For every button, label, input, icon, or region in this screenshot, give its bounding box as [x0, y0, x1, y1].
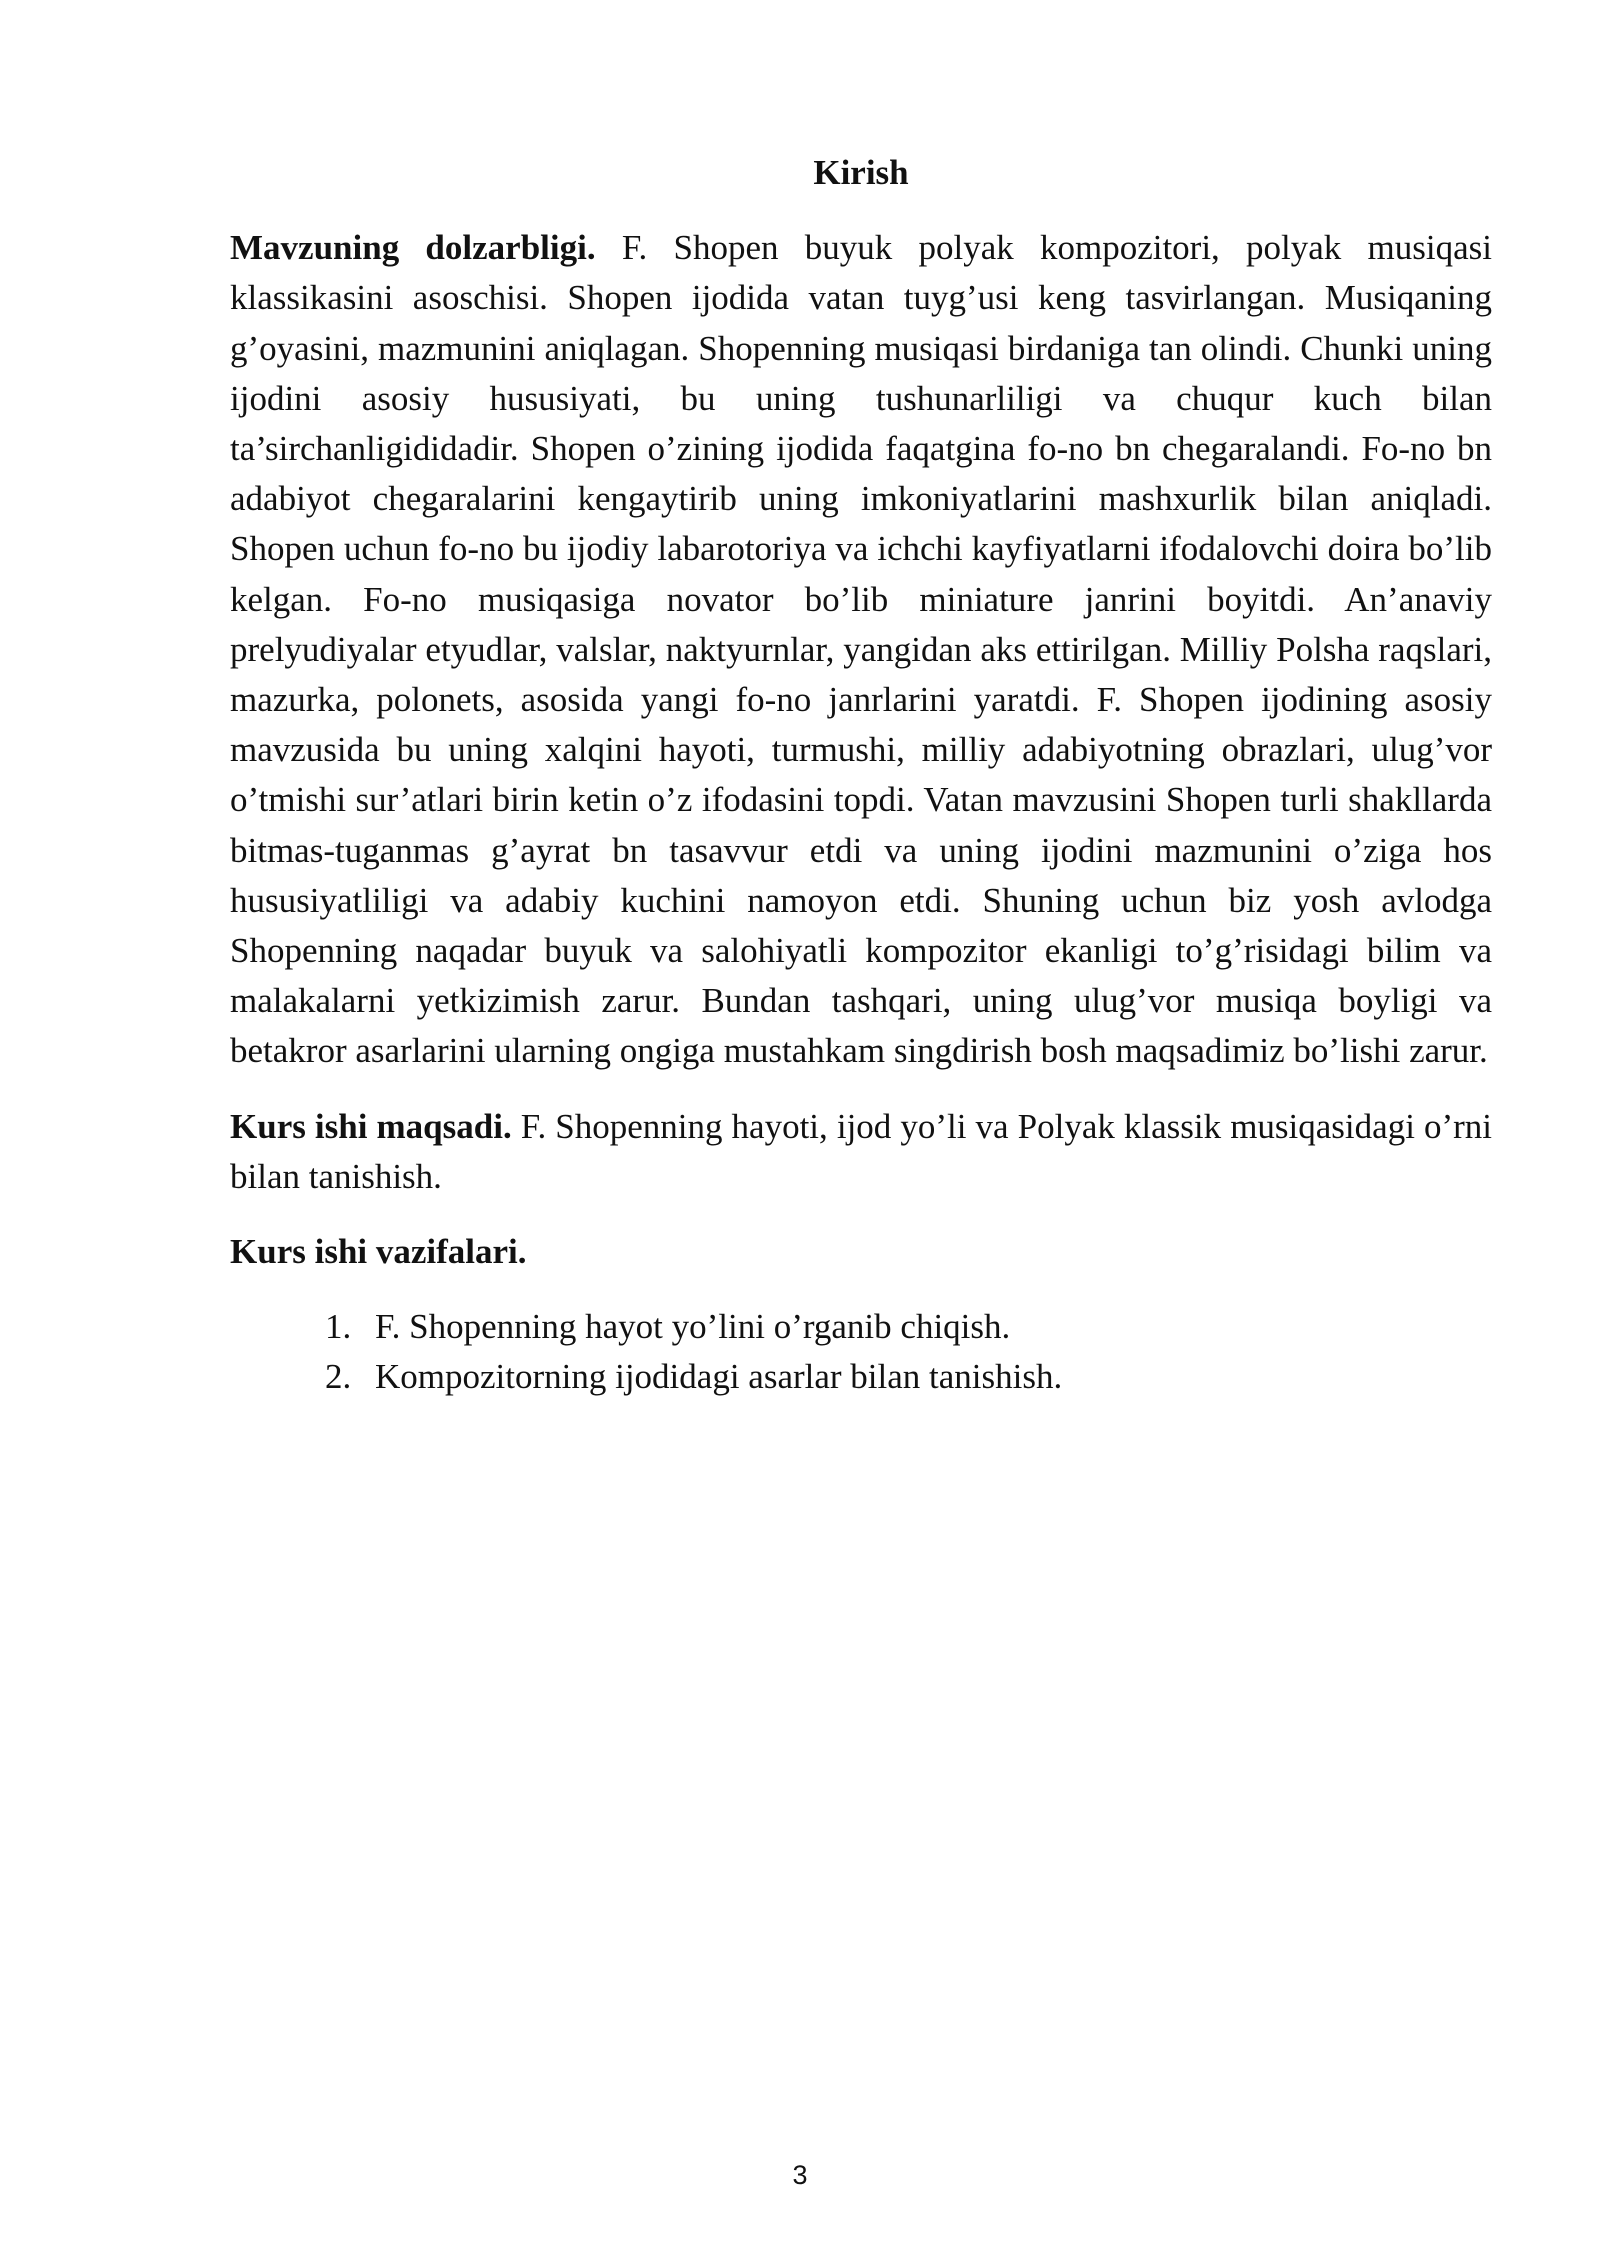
list-item-text: Kompozitorning ijodidagi asarlar bilan tanishish. [375, 1357, 1063, 1397]
page-content [230, 148, 1492, 1403]
page-heading: Kirish [813, 153, 909, 192]
tasks-title: Kurs ishi vazifalari. [230, 1232, 527, 1272]
list-item-number: 2. [325, 1357, 352, 1397]
list-item [325, 1302, 1492, 1352]
list-item-number: 1. [325, 1307, 352, 1347]
tasks-list [230, 1302, 1492, 1402]
relevance-body: F. Shopen buyuk polyak kompozitori, polyak musiqasi klassikasini asoschisi. Shopen ijodida vatan tuyg’usi keng tasvirlangan. Musiqaning g’oyasini, mazmunini aniqlagan. Shopenning musiqasi birdaniga tan olindi. Chunki uning ijodini asosiy hususiyati, bu uning tushunarliligi va chuqur kuch bilan ta’sirchanligididadir. Shopen o’zining ijodida faqatgina fo-no bn chegaralandi. Fo-no bn adabiyot chegaralarini kengaytirib uning imkoniyatlarini mashxurlik bilan aniqladi. Shopen uchun fo-no bu ijodiy labarotoriya va ichchi kayfiyatlarni ifodalovchi doira bo’lib kelgan. Fo-no musiqasiga novator bo’lib miniature janrini boyitdi. An’anaviy prelyudiyalar etyudlar, valslar, naktyurnlar, yangidan aks ettirilgan. Milliy Polsha raqslari, mazurka, polonets, asosida yangi fo-no janrlarini yaratdi. F. Shopen ijodining asosiy mavzusida bu uning xalqini hayoti, turmushi, milliy adabiyotning obrazlari, ulug’vor o’tmishi sur’atlari birin ketin o’z ifodasini topdi. Vatan mavzusini Shopen turli shakllarda bitmas-tuganmas g’ayrat bn tasavvur etdi va uning ijodini mazmunini o’ziga hos hususiyatliligi va adabiy kuchini namoyon etdi. Shuning uchun biz yosh avlodga Shopenning naqadar buyuk va salohiyatli kompozitor ekanligi to’g’risidagi bilim va malakalarni yetkizimish zarur. Bundan tashqari, uning ulug’vor musiqa boyligi va betakror asarlarini ularning ongiga mustahkam singdirish bosh maqsadimiz bo’lishi zarur. [230, 228, 1492, 1071]
list-item-text: F. Shopenning hayot yo’lini o’rganib chiqish. [375, 1307, 1011, 1347]
goal-lead: Kurs ishi maqsadi. [230, 1106, 512, 1146]
list-item [325, 1352, 1492, 1402]
goal-body: F. Shopenning hayoti, ijod yo’li va Polyak klassik musiqasidagi o’rni bilan tanishish. [230, 1106, 1493, 1196]
relevance-paragraph [230, 223, 1492, 1076]
relevance-lead: Mavzuning dolzarbligi. [230, 228, 596, 268]
page-number: 3 [792, 2160, 808, 2190]
goal-paragraph [230, 1102, 1492, 1202]
